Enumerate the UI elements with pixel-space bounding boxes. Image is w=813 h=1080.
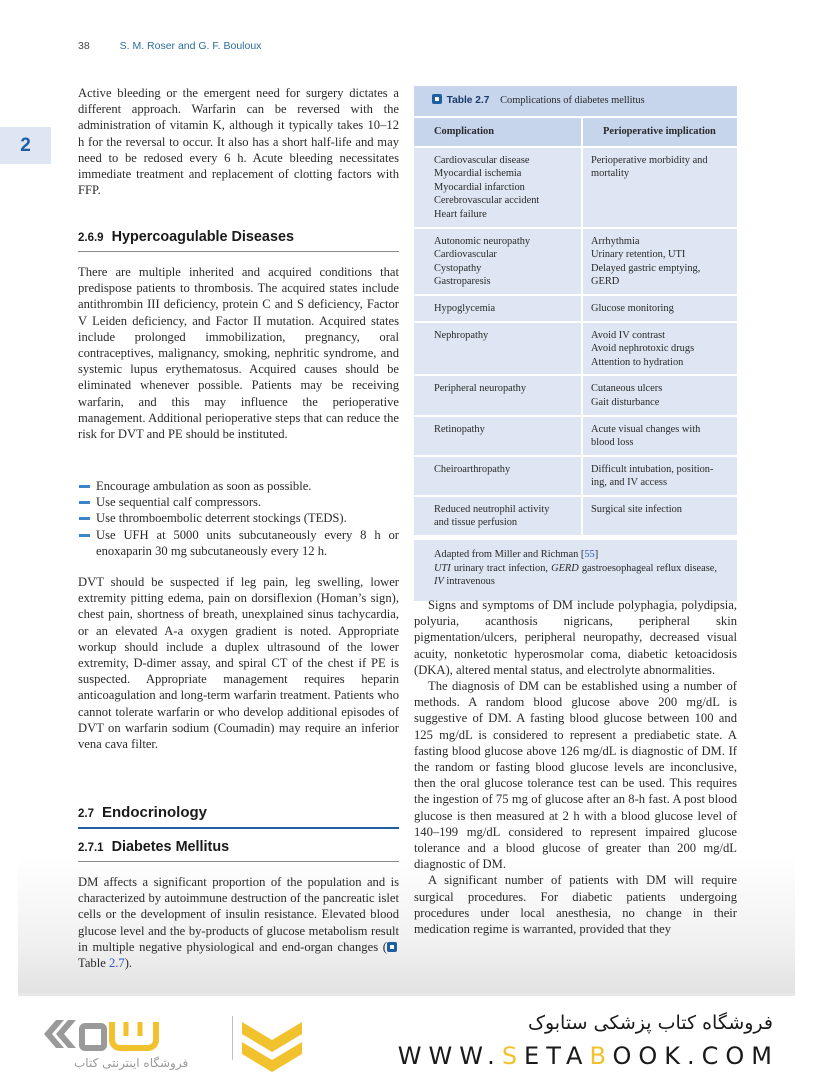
store-url[interactable]: WWW.SETABOOK.COM <box>397 1042 779 1070</box>
dash-bullet-icon <box>79 501 90 504</box>
table-row: Autonomic neuropathy Cardiovascular Cystopathy Gastroparesis Arrhythmia Urinary retention, UTI Delayed gastric emptying, GERD <box>414 229 737 296</box>
table-row: Cheiroarthropathy Difficult intubation, position- ing, and IV access <box>414 457 737 497</box>
heading-title: Diabetes Mellitus <box>111 839 230 855</box>
table-row: Nephropathy Avoid IV contrast Avoid nephrotoxic drugs Attention to hydration <box>414 323 737 377</box>
dash-bullet-icon <box>79 517 90 520</box>
list-item: Use UFH at 5000 units subcutaneously every 8 h or enoxaparin 30 mg subcutaneously every 12 h. <box>78 527 399 559</box>
heading-number: 2.7 <box>78 808 94 820</box>
table-icon <box>432 94 442 104</box>
table-row: Reduced neutrophil activity and tissue perfusion Surgical site infection <box>414 497 737 537</box>
logo-divider <box>232 1016 233 1060</box>
table-row: Peripheral neuropathy Cutaneous ulcers Gait disturbance <box>414 376 737 416</box>
list-item: Use sequential calf compressors. <box>78 494 399 510</box>
intro-paragraph: Active bleeding or the emergent need for surgery dictates a different approach. Warfarin can be reversed with the administration of vitamin K, although it typically takes 10–12 h for the reversal to occur. It also has a short half-life and may need to be redosed every 6 h. Acute bleeding necessitates immediate treatment and replacement of clotting factors with FFP. <box>78 86 399 198</box>
heading-number: 2.7.1 <box>78 842 104 854</box>
page-number: 38 <box>78 40 90 52</box>
table-caption-text: Complications of diabetes mellitus <box>500 95 645 106</box>
perioperative-steps-list <box>78 478 399 559</box>
diabetes-paragraph: DM affects a significant proportion of the population and is characterized by autoimmune destruction of the pancreatic islet cells or the development of insulin resistance. Elevated blood glucose level and the by-products of glucose metabolism result in multiple negative physiological and end-organ changes ( Table 2.7). <box>78 875 399 971</box>
signs-symptoms-paragraph: Signs and symptoms of DM include polyphagia, polydipsia, polyuria, acanthosis nigricans, peripheral skin pigmentation/ulcers, peripheral neuropathy, decreased visual acuity, nonketotic hyperosmolar coma, diabetic ketoacidosis (DKA), altered mental status, and electrolyte abnormalities. <box>414 598 737 677</box>
running-head <box>78 40 261 52</box>
list-item: Encourage ambulation as soon as possible. <box>78 478 399 494</box>
reference-55-link[interactable]: 55 <box>584 549 595 561</box>
table-2-7 <box>414 86 737 601</box>
heading-title: Hypercoagulable Diseases <box>111 229 294 245</box>
heading-2-6-9 <box>78 229 399 252</box>
table-header-row <box>414 118 737 148</box>
setabook-emblem-icon <box>238 1018 308 1078</box>
column-header-implication: Perioperative implication <box>603 126 716 137</box>
table-footnote: Adapted from Miller and Richman [55] UTI urinary tract infection, GERD gastroesophageal reflux disease, IV intravenous <box>414 540 737 601</box>
heading-number: 2.6.9 <box>78 232 104 244</box>
chevrons-icon <box>44 1020 76 1048</box>
store-name: فروشگاه کتاب پزشکی ستابوک <box>527 1012 773 1034</box>
list-item: Use thromboembolic deterrent stockings (TEDS). <box>78 510 399 526</box>
heading-2-7 <box>78 804 399 829</box>
heading-title: Endocrinology <box>102 804 207 821</box>
dash-bullet-icon <box>79 534 90 537</box>
heading-2-7-1 <box>78 839 399 862</box>
diagnosis-paragraph: The diagnosis of DM can be established using a number of methods. A random blood glucose above 200 mg/dL is suggestive of DM. A fasting blood glucose between 100 and 125 mg/dL is considered to represent a prediabetic state. A fasting blood glucose above 126 mg/dL is diagnostic of DM. If the random or fasting blood glucose levels are inconclusive, then the oral glucose tolerance test can be used. This requires the ingestion of 75 mg of glucose after an 8-h fast. A post blood glucose is then measured at 2 h with a blood glucose level of 140–199 mg/dL considered to represent impaired glucose tolerance and a blood glucose of greater than 200 mg/dL diagnostic of DM. <box>414 679 737 872</box>
table-row: Hypoglycemia Glucose monitoring <box>414 296 737 323</box>
dvt-paragraph: DVT should be suspected if leg pain, leg swelling, lower extremity pitting edema, pain on dorsiflexion (Homan’s sign), chest pain, shortness of breath, unexplained sinus tachycardia, or an elevated A-a oxygen gradient is noted. Appropriate workup should include a duplex ultrasound of the lower extremity, D-dimer assay, and spiral CT of the chest if PE is suspected. Appropriate management requires heparin anticoagulation and long-term warfarin treatment. Patients who cannot tolerate warfarin or who develop additional episodes of DVT on warfarin sodium (Coumadin) may require an inferior vena cava filter. <box>78 575 399 752</box>
running-head-authors: S. M. Roser and G. F. Bouloux <box>119 40 262 52</box>
column-header-complication: Complication <box>414 118 583 146</box>
surgical-procedures-paragraph: A significant number of patients with DM will require surgical procedures. For diabetic patients undergoing procedures under local anesthesia, no change in their medication regime is warranted, provided that they <box>414 873 737 937</box>
hypercoagulable-paragraph: There are multiple inherited and acquired conditions that predispose patients to thrombosis. The acquired states include antithrombin III deficiency, protein C and S deficiency, Factor V Leiden deficiency, and Factor II mutation. Acquired states include prolonged immobilization, pregnancy, oral contraceptives, malignancy, smoking, nephritic syndrome, and systemic lupus erythematosus. Acquired causes should be eliminated whenever possible. Patients may be receiving warfarin, and this may influence the perioperative management. Additional perioperative steps that can reduce the risk for DVT and PE should be instituted. <box>78 265 399 442</box>
dash-bullet-icon <box>79 485 90 488</box>
table-caption <box>414 86 737 118</box>
table-row: Cardiovascular disease Myocardial ischemia Myocardial infarction Cerebrovascular accident Heart failure Perioperative morbidity and mortality <box>414 148 737 229</box>
table-2-7-link[interactable]: 2.7 <box>108 956 125 971</box>
table-reference-icon <box>387 942 397 952</box>
table-label: Table 2.7 <box>446 95 490 106</box>
logo-subtitle: فروشگاه اینترنتی کتاب <box>74 1056 189 1070</box>
table-row: Retinopathy Acute visual changes with blood loss <box>414 417 737 457</box>
chapter-tab: 2 <box>0 127 51 164</box>
